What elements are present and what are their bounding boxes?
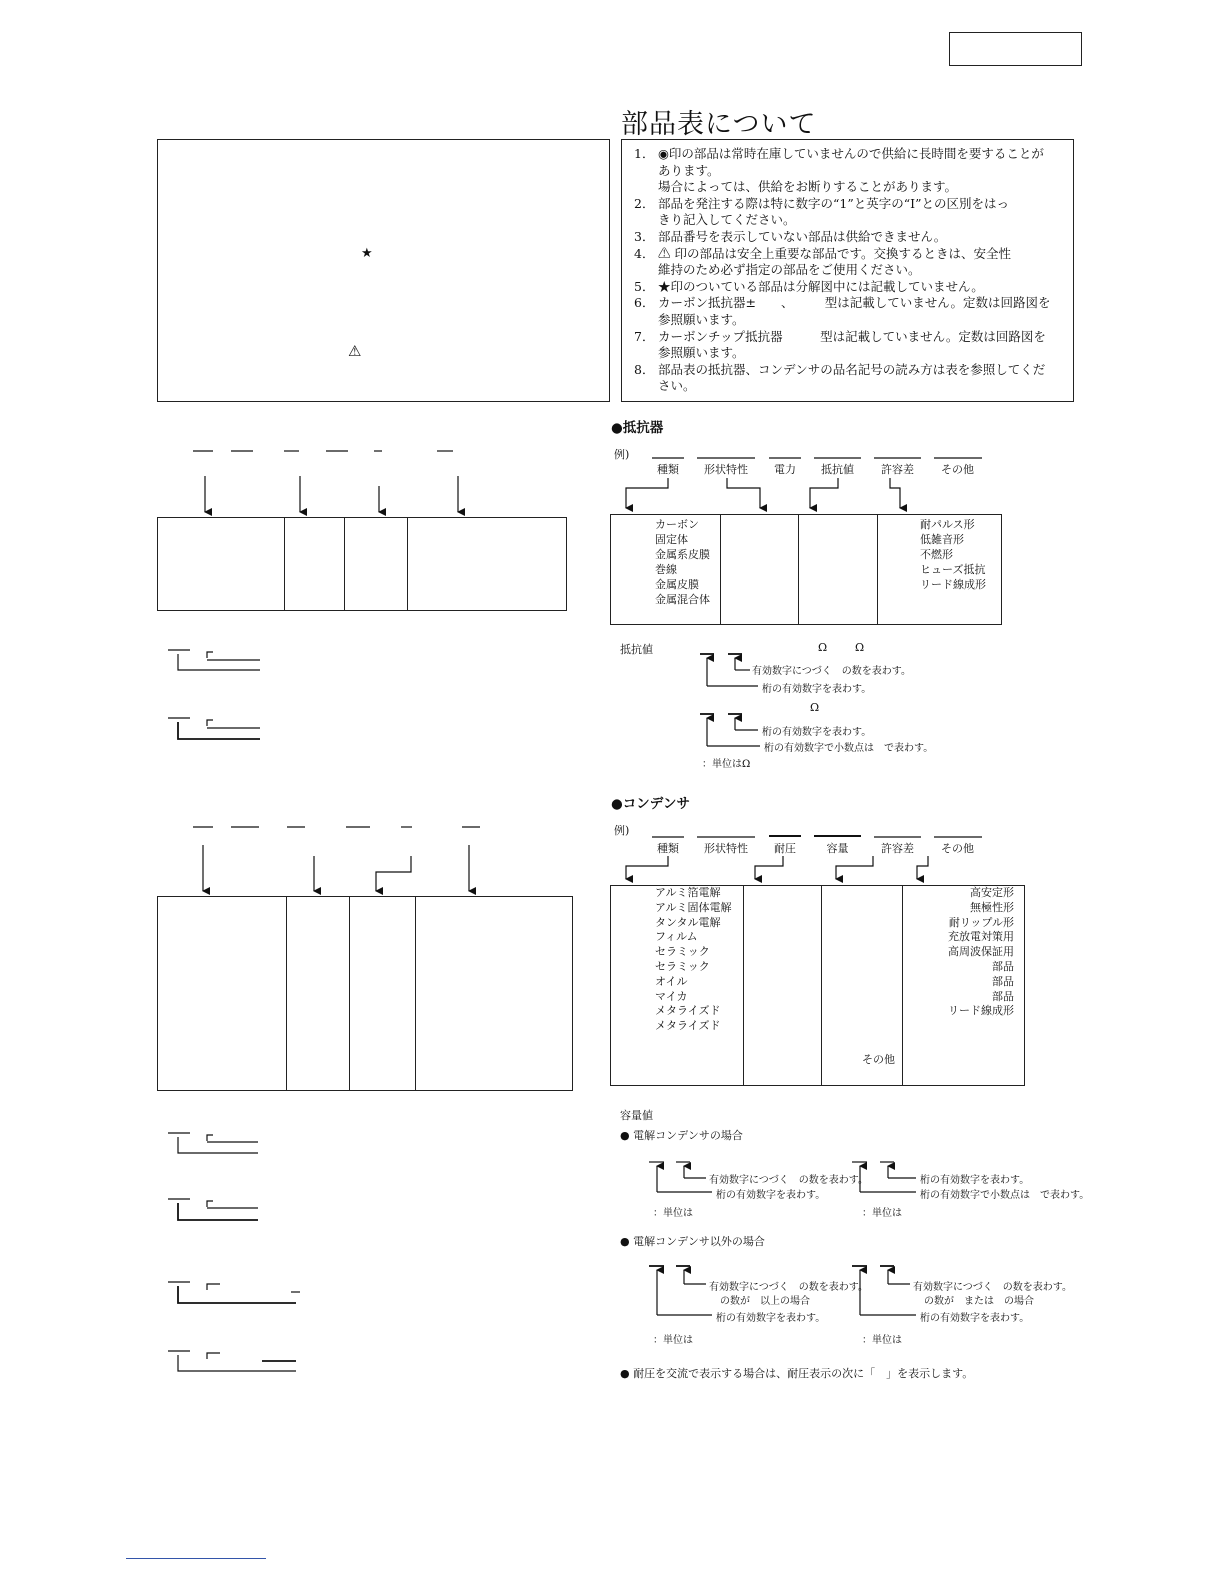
- capacitor-type-item: セラミック: [655, 959, 710, 973]
- capacitor-other-item: 部品: [992, 974, 1014, 988]
- warning-icon: ⚠: [348, 342, 362, 360]
- cap-n-desc-3: 有効数字につづく の数を表わす。: [913, 1282, 1072, 1293]
- capacitor-other-item: 無極性形: [970, 900, 1014, 914]
- note-line: さい。: [658, 378, 696, 394]
- note-number: 7．: [634, 328, 655, 344]
- star-icon: ★: [361, 246, 373, 261]
- page-title: 部品表について: [621, 109, 817, 140]
- resistor-other-item: リード線成形: [920, 578, 986, 591]
- resistor-omega-2: Ω: [855, 641, 865, 654]
- left-capacitor-divider: [286, 896, 287, 1091]
- left-resistor-divider: [344, 517, 345, 611]
- capacitor-table-divider: [821, 885, 822, 1086]
- resistor-desc-2: 桁の有効数字を表わす。: [762, 684, 872, 695]
- resistor-example-label: 例): [614, 448, 630, 461]
- note-line: カーボン抵抗器± 、 型は記載していません。定数は回路図を: [658, 295, 1051, 311]
- capacitor-table-divider: [743, 885, 744, 1086]
- capacitor-field-shape: 形状特性: [704, 842, 748, 855]
- resistor-type-item: 金属皮膜: [655, 578, 699, 591]
- resistor-other-list: [920, 517, 986, 592]
- cap-unit-b: ：単位は: [862, 1208, 902, 1219]
- resistor-table-divider: [720, 514, 721, 625]
- note-number: 1．: [634, 146, 655, 161]
- capacitor-table-divider: [902, 885, 903, 1086]
- note-line: 参照願います。: [658, 312, 745, 327]
- note-line: ★印のついている部品は分解図中には記載していません。: [658, 278, 984, 294]
- capacitor-example-label: 例): [614, 824, 630, 837]
- capacitor-other-item: 高安定形: [970, 886, 1014, 899]
- note-line: 部品を発注する際は特に数字の“1”と英字の“I”との区別をはっ: [658, 195, 1009, 211]
- resistor-type-item: カーボン: [655, 518, 699, 531]
- capacitor-type-item: マイカ: [655, 989, 688, 1003]
- note-line: ⚠ 印の部品は安全上重要な部品です。交換するときは、安全性: [658, 245, 1011, 261]
- capacitor-field-type: 種類: [657, 842, 679, 855]
- capacitor-other-item: リード線成形: [948, 1004, 1014, 1018]
- note-number: 4．: [634, 245, 655, 261]
- note-number: 5．: [634, 278, 655, 294]
- resistor-field-tolerance: 許容差: [881, 463, 914, 476]
- note-line: カーボンチップ抵抗器 型は記載していません。定数は回路図を: [658, 328, 1046, 344]
- left-resistor-divider: [407, 517, 408, 611]
- capacitor-tolerance-other: その他: [862, 1053, 895, 1066]
- resistor-omega-1: Ω: [818, 641, 828, 654]
- note-number: 8．: [634, 361, 655, 377]
- capacitor-type-item: オイル: [655, 974, 688, 988]
- capacitor-other-item: 部品: [992, 959, 1014, 973]
- cap-e-desc-1: 有効数字につづく の数を表わす。: [709, 1175, 868, 1186]
- capacitor-other-item: 耐リップル形: [948, 915, 1014, 929]
- capacitor-header: ●コンデンサ: [611, 796, 691, 812]
- capacitor-field-other: その他: [941, 842, 974, 855]
- capacitor-type-item: フィルム: [655, 930, 698, 944]
- resistor-desc-3: 桁の有効数字を表わす。: [762, 727, 872, 738]
- resistor-type-item: 固定体: [655, 533, 688, 546]
- capacitor-case-electrolytic: ● 電解コンデンサの場合: [620, 1129, 743, 1142]
- resistor-field-power: 電力: [774, 463, 796, 476]
- resistor-field-type: 種類: [657, 463, 679, 476]
- note-line: 部品表の抵抗器、コンデンサの品名記号の読み方は表を参照してくだ: [658, 361, 1046, 377]
- resistor-table-divider: [798, 514, 799, 625]
- cap-n-desc-1: 有効数字につづく の数を表わす。: [709, 1282, 868, 1293]
- resistor-omega-3: Ω: [810, 701, 820, 714]
- cap-n-desc-2: 桁の有効数字を表わす。: [716, 1313, 826, 1324]
- capacitor-field-voltage: 耐圧: [774, 842, 796, 855]
- resistor-value-label: 抵抗値: [620, 643, 653, 656]
- resistor-other-item: 低雑音形: [920, 533, 964, 546]
- note-line: 場合によっては、供給をお断りすることがあります。: [658, 179, 958, 195]
- resistor-other-item: 不燃形: [920, 548, 953, 561]
- resistor-type-item: 金属混合体: [655, 593, 710, 606]
- capacitor-type-list: [655, 886, 732, 1034]
- note-line: ◉印の部品は常時在庫していませんので供給に長時間を要することが: [658, 146, 1044, 161]
- cap-e-desc-2: 桁の有効数字を表わす。: [716, 1190, 826, 1201]
- resistor-type-item: 巻線: [655, 563, 677, 576]
- resistor-field-value: 抵抗値: [821, 463, 854, 476]
- capacitor-other-item: 部品: [992, 989, 1014, 1003]
- resistor-field-other: その他: [941, 463, 974, 476]
- note-line: あります。: [658, 162, 720, 178]
- capacitor-field-tolerance: 許容差: [881, 842, 914, 855]
- left-capacitor-divider: [349, 896, 350, 1091]
- note-line: 部品番号を表示していない部品は供給できません。: [658, 229, 947, 244]
- left-resistor-divider: [284, 517, 285, 611]
- capacitor-other-item: 充放電対策用: [948, 930, 1014, 944]
- cap-e-desc-4: 桁の有効数字で小数点は で表わす。: [920, 1190, 1090, 1201]
- bottom-link-underline: [126, 1558, 266, 1559]
- capacitor-type-item: メタライズド: [655, 1004, 721, 1018]
- resistor-header: ●抵抗器: [611, 420, 664, 436]
- cap-n-desc-1b: の数が 以上の場合: [720, 1296, 810, 1307]
- cap-unit-c: ：単位は: [653, 1335, 693, 1346]
- capacitor-type-item: メタライズド: [655, 1019, 721, 1033]
- resistor-field-shape: 形状特性: [704, 463, 748, 476]
- capacitor-type-item: アルミ固体電解: [655, 900, 732, 914]
- note-line: きり記入してください。: [658, 212, 796, 228]
- capacitor-type-item: タンタル電解: [655, 915, 721, 929]
- resistor-type-item: 金属系皮膜: [655, 548, 710, 561]
- capacitor-ac-note: ● 耐圧を交流で表示する場合は、耐圧表示の次に「 」を表示します。: [620, 1367, 974, 1380]
- cap-unit-a: ：単位は: [653, 1208, 693, 1219]
- capacitor-type-item: アルミ箔電解: [655, 886, 721, 899]
- cap-n-desc-4: 桁の有効数字を表わす。: [920, 1313, 1030, 1324]
- capacitor-other-item: 高周波保証用: [948, 945, 1014, 959]
- resistor-desc-4: 桁の有効数字で小数点は で表わす。: [764, 743, 934, 754]
- resistor-unit: ：単位はΩ: [702, 759, 751, 770]
- left-resistor-table: [157, 517, 567, 611]
- cap-n-desc-3b: の数が または の場合: [924, 1296, 1034, 1307]
- capacitor-type-item: セラミック: [655, 945, 710, 959]
- capacitor-case-non-electrolytic: ● 電解コンデンサ以外の場合: [620, 1235, 765, 1248]
- left-capacitor-table: [157, 896, 573, 1091]
- note-line: 維持のため必ず指定の部品をご使用ください。: [658, 262, 921, 278]
- left-notes-box: [157, 139, 610, 402]
- cap-unit-d: ：単位は: [862, 1335, 902, 1346]
- capacitor-field-capacity: 容量: [826, 842, 849, 855]
- cap-e-desc-3: 桁の有効数字を表わす。: [920, 1175, 1030, 1186]
- note-number: 6．: [634, 295, 655, 311]
- left-capacitor-divider: [415, 896, 416, 1091]
- note-number: 3．: [634, 229, 655, 244]
- capacitor-other-list: [948, 886, 1014, 1019]
- note-number: 2．: [634, 195, 655, 211]
- capacitor-value-label: 容量値: [620, 1109, 653, 1122]
- resistor-type-list: [655, 517, 710, 607]
- resistor-other-item: 耐パルス形: [920, 518, 975, 531]
- resistor-desc-1: 有効数字につづく の数を表わす。: [752, 666, 911, 677]
- note-line: 参照願います。: [658, 345, 745, 361]
- resistor-other-item: ヒューズ抵抗: [920, 563, 986, 576]
- resistor-table-divider: [877, 514, 878, 625]
- notes-box: [621, 139, 1074, 402]
- page-number-box: [949, 32, 1082, 66]
